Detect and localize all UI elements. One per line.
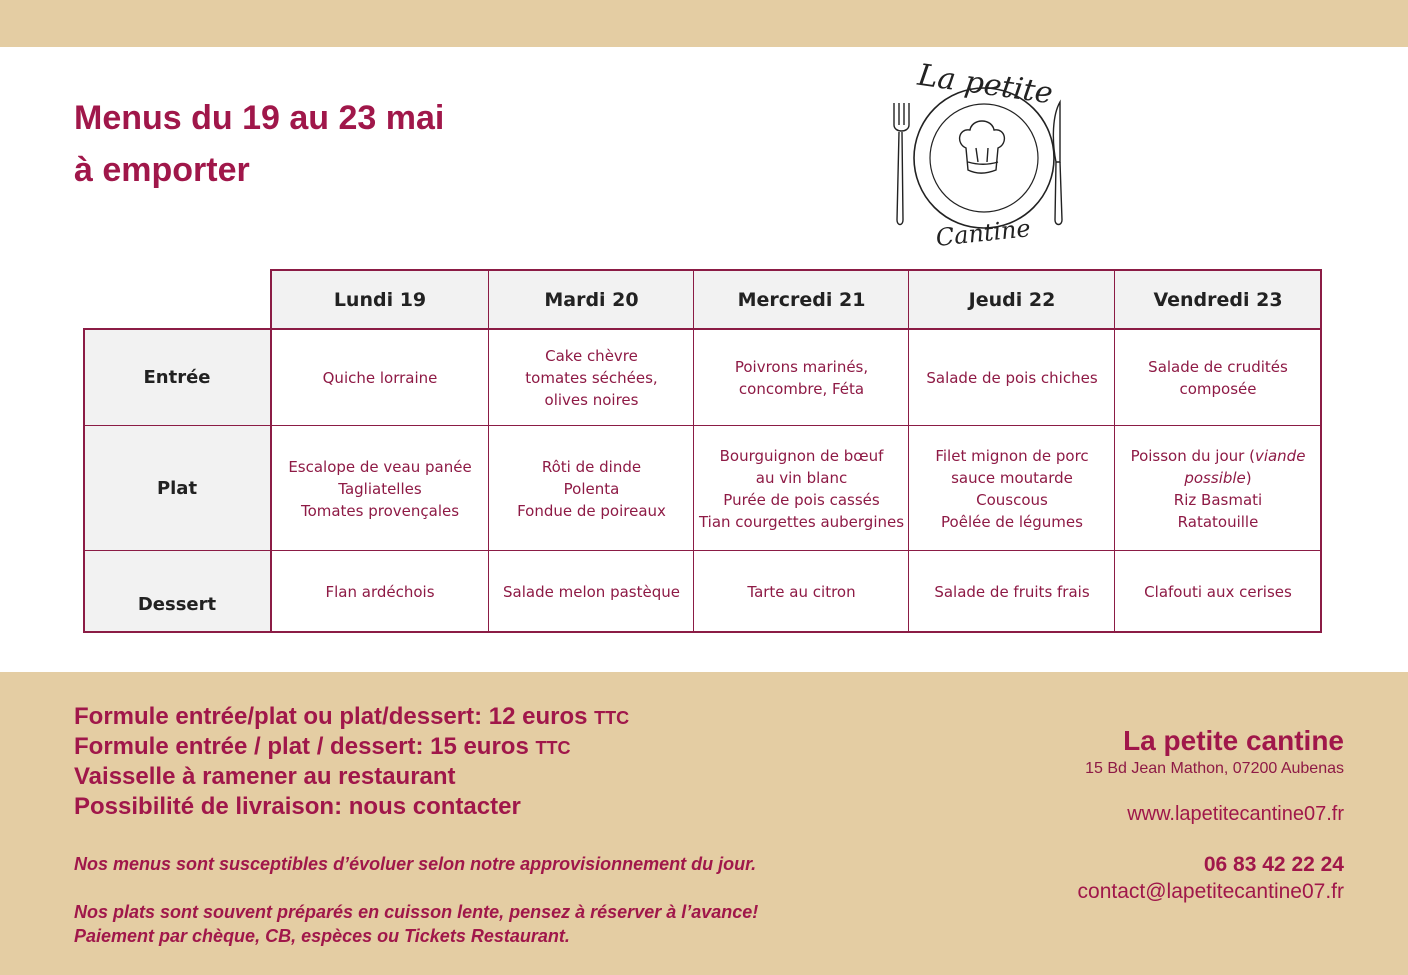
formula-unit: TTC	[594, 708, 630, 728]
day-header-monday: Lundi 19	[271, 270, 489, 329]
menu-cell	[1115, 330, 1321, 426]
dish-line: Tian courgettes aubergines	[698, 512, 905, 531]
dish-line-italic: possible	[1184, 468, 1246, 487]
dishware-note: Vaisselle à ramener au restaurant	[74, 763, 456, 790]
day-header-thursday: Jeudi 22	[909, 270, 1115, 329]
dish-line: concombre, Féta	[738, 380, 865, 398]
menu-cell	[489, 426, 694, 551]
dish-line: Escalope de veau panée	[288, 457, 472, 476]
menu-cell	[489, 551, 694, 632]
grid-line	[908, 269, 909, 633]
dish-line: Poisson du jour (	[1130, 446, 1255, 465]
dish-line-italic: viande	[1254, 446, 1306, 465]
fork-icon	[894, 103, 909, 225]
row-header-dessert: Dessert	[83, 551, 271, 632]
email-link[interactable]: contact@lapetitecantine07.fr	[1077, 880, 1344, 903]
dish-line: Salade de pois chiches	[926, 369, 1098, 387]
logo-text-bottom: Cantine	[934, 214, 1032, 252]
row-header-plat: Plat	[83, 426, 271, 551]
website-link[interactable]: www.lapetitecantine07.fr	[1127, 803, 1344, 825]
formula-line	[74, 702, 629, 733]
dish-line: Tarte au citron	[747, 582, 856, 601]
dish-line: sauce moutarde	[951, 468, 1073, 487]
dish-line: composée	[1179, 380, 1257, 398]
formula-text: Formule entrée / plat / dessert: 15 euros	[74, 733, 536, 760]
dish-line: Salade melon pastèque	[503, 582, 680, 601]
plate-icon	[914, 88, 1054, 228]
menu-cell	[1115, 426, 1321, 551]
payment-note: Paiement par chèque, CB, espèces ou Tickets Restaurant.	[74, 926, 570, 946]
restaurant-logo	[884, 58, 1084, 258]
dish-line: Quiche lorraine	[322, 369, 438, 387]
chef-hat-icon	[960, 121, 1005, 173]
restaurant-name: La petite cantine	[1123, 725, 1344, 756]
dish-line: )	[1245, 468, 1252, 487]
dish-line: Riz Basmati	[1173, 490, 1263, 509]
grid-line	[1320, 269, 1322, 633]
menu-change-note: Nos menus sont susceptibles d’évoluer selon notre approvisionnement du jour.	[74, 854, 757, 874]
dish-line: Polenta	[563, 479, 620, 498]
slow-cooking-note: Nos plats sont souvent préparés en cuisson lente, pensez à réserver à l’avance!	[74, 902, 759, 922]
grid-line	[1114, 269, 1115, 633]
menu-cell	[489, 330, 694, 426]
grid-line	[693, 269, 694, 633]
grid-line	[488, 269, 489, 633]
dish-line: Poivrons marinés,	[734, 358, 869, 376]
day-header-tuesday: Mardi 20	[489, 270, 694, 329]
menu-cell	[909, 426, 1115, 551]
menu-cell	[909, 330, 1115, 426]
top-band	[0, 0, 1408, 47]
menu-cell	[271, 551, 489, 632]
row-header-entree: Entrée	[83, 330, 271, 426]
menu-cell	[694, 426, 909, 551]
day-header-wednesday: Mercredi 21	[694, 270, 909, 329]
grid-line	[83, 425, 1322, 426]
dish-line: Salade de crudités	[1148, 358, 1288, 376]
dish-line: Tomates provençales	[300, 501, 460, 520]
knife-icon	[1053, 102, 1062, 225]
dish-line: olives noires	[544, 391, 639, 409]
dish-line: Cake chèvre	[545, 347, 638, 365]
logo-text-top: La petite	[915, 58, 1055, 112]
phone-number[interactable]: 06 83 42 22 24	[1203, 853, 1344, 876]
menu-cell	[1115, 551, 1321, 632]
menu-cell	[909, 551, 1115, 632]
menu-cell	[694, 551, 909, 632]
menu-cell	[271, 330, 489, 426]
page-title: Menus du 19 au 23 mai	[74, 99, 445, 137]
dish-line: Ratatouille	[1177, 512, 1259, 531]
formula-text: Formule entrée/plat ou plat/dessert: 12 euros	[74, 703, 595, 730]
grid-line	[83, 631, 1322, 633]
grid-line	[83, 550, 1322, 551]
formula-unit: TTC	[535, 738, 571, 758]
grid-line	[271, 269, 1322, 271]
dish-line: Fondue de poireaux	[517, 501, 666, 520]
menu-cell	[271, 426, 489, 551]
dish-line: tomates séchées,	[525, 369, 658, 387]
grid-line	[83, 328, 85, 633]
dish-line: Salade de fruits frais	[934, 582, 1090, 601]
restaurant-address: 15 Bd Jean Mathon, 07200 Aubenas	[1085, 760, 1344, 777]
dish-line: Tagliatelles	[338, 479, 422, 498]
day-header-friday: Vendredi 23	[1115, 270, 1321, 329]
dish-line: Bourguignon de bœuf	[719, 446, 884, 465]
page-subtitle: à emporter	[74, 151, 250, 189]
grid-line	[83, 328, 1322, 330]
dish-line: Couscous	[976, 490, 1048, 509]
dish-line: Clafouti aux cerises	[1144, 582, 1292, 601]
formula-line	[74, 732, 570, 763]
dish-line: Purée de pois cassés	[723, 490, 880, 509]
dish-line: Flan ardéchois	[325, 582, 435, 601]
delivery-note: Possibilité de livraison: nous contacter	[74, 793, 521, 820]
dish-line: Filet mignon de porc	[935, 446, 1089, 465]
dish-line: Rôti de dinde	[541, 457, 642, 476]
grid-line	[270, 269, 272, 633]
dish-line: au vin blanc	[755, 468, 848, 487]
dish-line: Poêlée de légumes	[941, 512, 1083, 531]
menu-cell	[694, 330, 909, 426]
